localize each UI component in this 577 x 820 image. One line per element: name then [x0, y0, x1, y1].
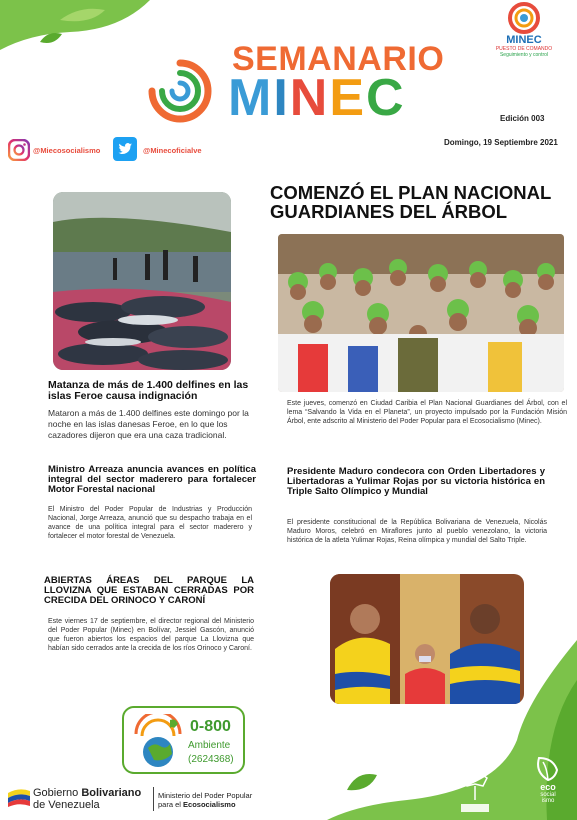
dolphins-headline: Matanza de más de 1.400 delfines en las islas Feroe causa indignación — [48, 379, 249, 403]
masthead-letter: E — [329, 69, 367, 127]
ministry-line2-prefix: para el — [158, 799, 184, 809]
llovizna-body: Este viernes 17 de septiembre, el director regional del Ministerio del Poder Popular (Minec) en Bolívar, Jessiel Gascón, anunció que fueron abiertos los espacios del parque La Llovizna que habían sido cerrados ante la crecida de los ríos Orinoco y Caroní. — [48, 618, 254, 653]
footer-separator — [153, 787, 154, 811]
twitter-icon[interactable] — [113, 137, 137, 161]
masthead-semanario: SEMANARIO — [232, 40, 445, 78]
gob-line1-bold: Bolivariano — [81, 787, 142, 799]
arreaza-body: El Ministro del Poder Popular de Industrias y Producción Nacional, Jorge Arreaza, anunció que su despacho trabaja en el avance de una política integral para el sector maderero y fortalecer el motor forestal de Venezuela. — [48, 506, 252, 541]
maduro-photo — [330, 574, 524, 704]
masthead-letter: I — [273, 69, 290, 127]
masthead-letter: N — [289, 69, 330, 127]
eco-line1: eco — [540, 782, 556, 792]
maduro-body: El presidente constitucional de la República Bolivariana de Venezuela, Nicolás Maduro Moros, celebró en Miraflores junto al pueblo venezolano, la victoria histórica de la atleta Yulimar Rojas, Reina olímpica y mundial del Salto Triple. — [287, 519, 547, 545]
minec-logo-line2: Seguimiento y control — [499, 52, 549, 58]
ecosocialismo-logo — [526, 752, 570, 814]
main-headline: COMENZÓ EL PLAN NACIONAL GUARDIANES DEL ÁRBOL — [270, 182, 551, 223]
eco-line2: social — [540, 792, 556, 798]
minec-emblem-icon — [504, 2, 544, 34]
globe-phone-icon — [130, 714, 186, 770]
venezuela-flag-icon — [6, 785, 32, 807]
minec-logo-line1: PUESTO DE COMANDO — [495, 46, 553, 52]
bicentenario-badge-icon — [455, 770, 495, 818]
instagram-icon[interactable] — [8, 139, 30, 161]
ministry-line2-bold: Ecosocialismo — [183, 799, 236, 809]
eco-line3: ismo — [541, 798, 555, 804]
minec-logo-name: MINEC — [506, 34, 542, 46]
gob-line1-prefix: Gobierno — [33, 787, 82, 799]
ministry-label — [158, 792, 252, 809]
masthead-letter: M — [228, 69, 274, 127]
ministry-line1: Ministerio del Poder Popular — [158, 791, 253, 800]
arreaza-headline: Ministro Arreaza anuncia avances en política integral del sector maderero para fortalecer Motor Forestal nacional — [48, 464, 256, 495]
eco-leaf-icon — [533, 754, 563, 782]
hotline-number: 0-800 — [190, 718, 231, 735]
minec-puesto-de-comando-logo — [486, 2, 562, 74]
spiral-logo-icon — [135, 58, 225, 123]
issue-date: Domingo, 19 Septiembre 2021 — [444, 138, 558, 147]
leaf-decoration-top — [0, 0, 150, 50]
twitter-handle[interactable]: @Minecoficialve — [143, 146, 202, 155]
gob-line2: de Venezuela — [33, 798, 100, 811]
hotline-digits: (2624368) — [188, 754, 234, 765]
guardianes-photo — [278, 234, 564, 392]
llovizna-headline: ABIERTAS ÁREAS DEL PARQUE LA LLOVIZNA QUE ESTABAN CERRADAS POR CRECIDA DEL ORINOCO Y CARONÍ — [44, 575, 254, 606]
maduro-headline: Presidente Maduro condecora con Orden Libertadores y Libertadoras a Yulimar Rojas por su victoria histórica en Triple Salto Olímpico y Mundial — [287, 466, 545, 497]
main-body: Este jueves, comenzó en Ciudad Caribia el Plan Nacional Guardianes del Árbol, con el lema “Salvando la Vida en el Planeta”, un proyecto impulsado por la Fundación Misión Árbol, ente adscrito al Ministerio del Poder Popular para el Ecosocialismo (Minec). — [287, 400, 567, 426]
gobierno-bolivariano-label — [33, 788, 141, 811]
hotline-box[interactable] — [122, 706, 245, 774]
instagram-handle[interactable]: @Miecosocialismo — [33, 146, 101, 155]
masthead-minec — [228, 69, 406, 127]
dolphins-body: Mataron a más de 1.400 delfines este domingo por la noche en las islas danesas Feroe, en lo que los cazadores dijeron que era una caza tradicional. — [48, 408, 249, 441]
edition-number: Edición 003 — [500, 114, 545, 123]
hotline-label: Ambiente — [188, 740, 231, 751]
dolphins-photo — [53, 192, 231, 370]
masthead-letter: C — [366, 69, 406, 127]
